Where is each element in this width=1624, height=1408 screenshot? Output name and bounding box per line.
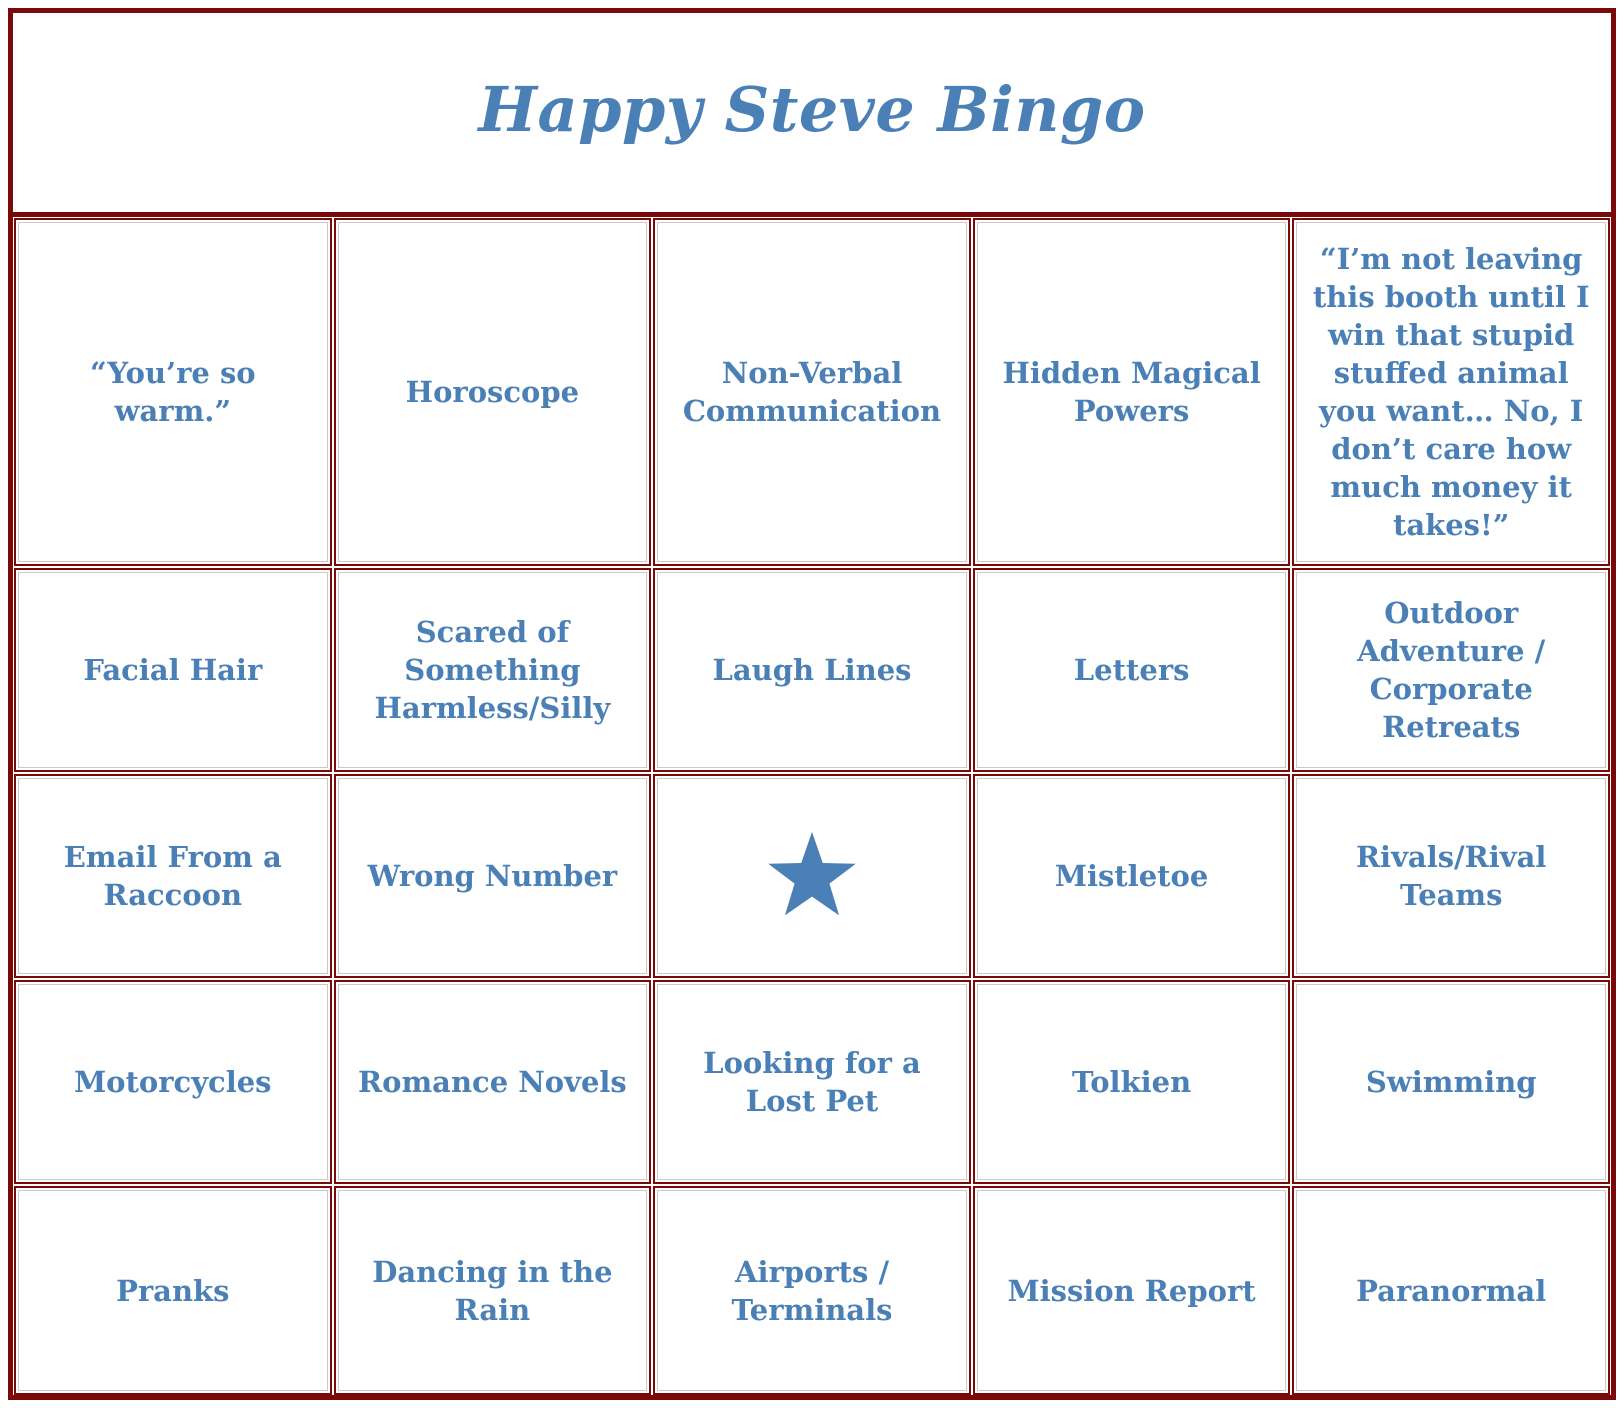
cell-label: Outdoor Adventure / Corporate Retreats [1357, 596, 1546, 744]
star-icon [764, 828, 860, 924]
bingo-grid [13, 217, 1611, 1395]
cell-label: Scared of Something Harmless/Silly [374, 615, 611, 725]
bingo-cell[interactable] [973, 774, 1291, 978]
bingo-cell[interactable] [973, 980, 1291, 1184]
free-space-cell[interactable] [653, 774, 971, 978]
cell-label: Swimming [1365, 1065, 1537, 1099]
cell-label: Motorcycles [74, 1065, 272, 1099]
bingo-cell[interactable] [14, 980, 332, 1184]
bingo-cell[interactable] [334, 1186, 652, 1395]
cell-label: Paranormal [1356, 1273, 1547, 1308]
cell-label: Email From a Raccoon [63, 840, 282, 912]
title-box [13, 13, 1611, 217]
bingo-cell[interactable] [653, 218, 971, 566]
bingo-cell[interactable] [1292, 1186, 1610, 1395]
cell-label: Horoscope [405, 375, 580, 409]
bingo-cell[interactable] [334, 980, 652, 1184]
cell-label: Mission Report [1007, 1273, 1256, 1308]
bingo-cell[interactable] [334, 218, 652, 566]
cell-label: Letters [1073, 653, 1190, 687]
bingo-cell[interactable] [973, 1186, 1291, 1395]
cell-label: Wrong Number [367, 859, 618, 893]
bingo-cell[interactable] [653, 980, 971, 1184]
cell-label: Rivals/Rival Teams [1355, 840, 1547, 912]
cell-label: Looking for a Lost Pet [703, 1046, 921, 1118]
bingo-cell[interactable] [334, 774, 652, 978]
bingo-cell[interactable] [1292, 774, 1610, 978]
cell-label: Non-Verbal Communication [682, 356, 942, 428]
page-title: Happy Steve Bingo [478, 73, 1146, 146]
bingo-card [8, 8, 1616, 1400]
bingo-cell[interactable] [1292, 568, 1610, 772]
cell-label: Hidden Magical Powers [1002, 356, 1261, 428]
bingo-cell[interactable] [653, 1186, 971, 1395]
bingo-cell[interactable] [973, 568, 1291, 772]
cell-label: Airports / Terminals [731, 1254, 893, 1327]
cell-label: “I’m not leaving this booth until I win that stupid stuffed animal you want… No, I don’t care how much money it takes!” [1312, 242, 1590, 542]
cell-label: Mistletoe [1054, 859, 1209, 893]
cell-label: Romance Novels [358, 1065, 627, 1099]
bingo-cell[interactable] [973, 218, 1291, 566]
bingo-cell[interactable] [1292, 980, 1610, 1184]
cell-label: Tolkien [1071, 1065, 1192, 1099]
bingo-cell[interactable] [334, 568, 652, 772]
bingo-cell[interactable] [14, 218, 332, 566]
cell-label: Laugh Lines [712, 653, 912, 687]
bingo-cell[interactable] [1292, 218, 1610, 566]
bingo-cell[interactable] [14, 1186, 332, 1395]
bingo-cell[interactable] [653, 568, 971, 772]
cell-label: “You’re so warm.” [89, 356, 256, 428]
bingo-cell[interactable] [14, 774, 332, 978]
cell-label: Facial Hair [83, 653, 263, 687]
bingo-cell[interactable] [14, 568, 332, 772]
cell-label: Dancing in the Rain [372, 1254, 613, 1327]
cell-label: Pranks [116, 1273, 230, 1308]
